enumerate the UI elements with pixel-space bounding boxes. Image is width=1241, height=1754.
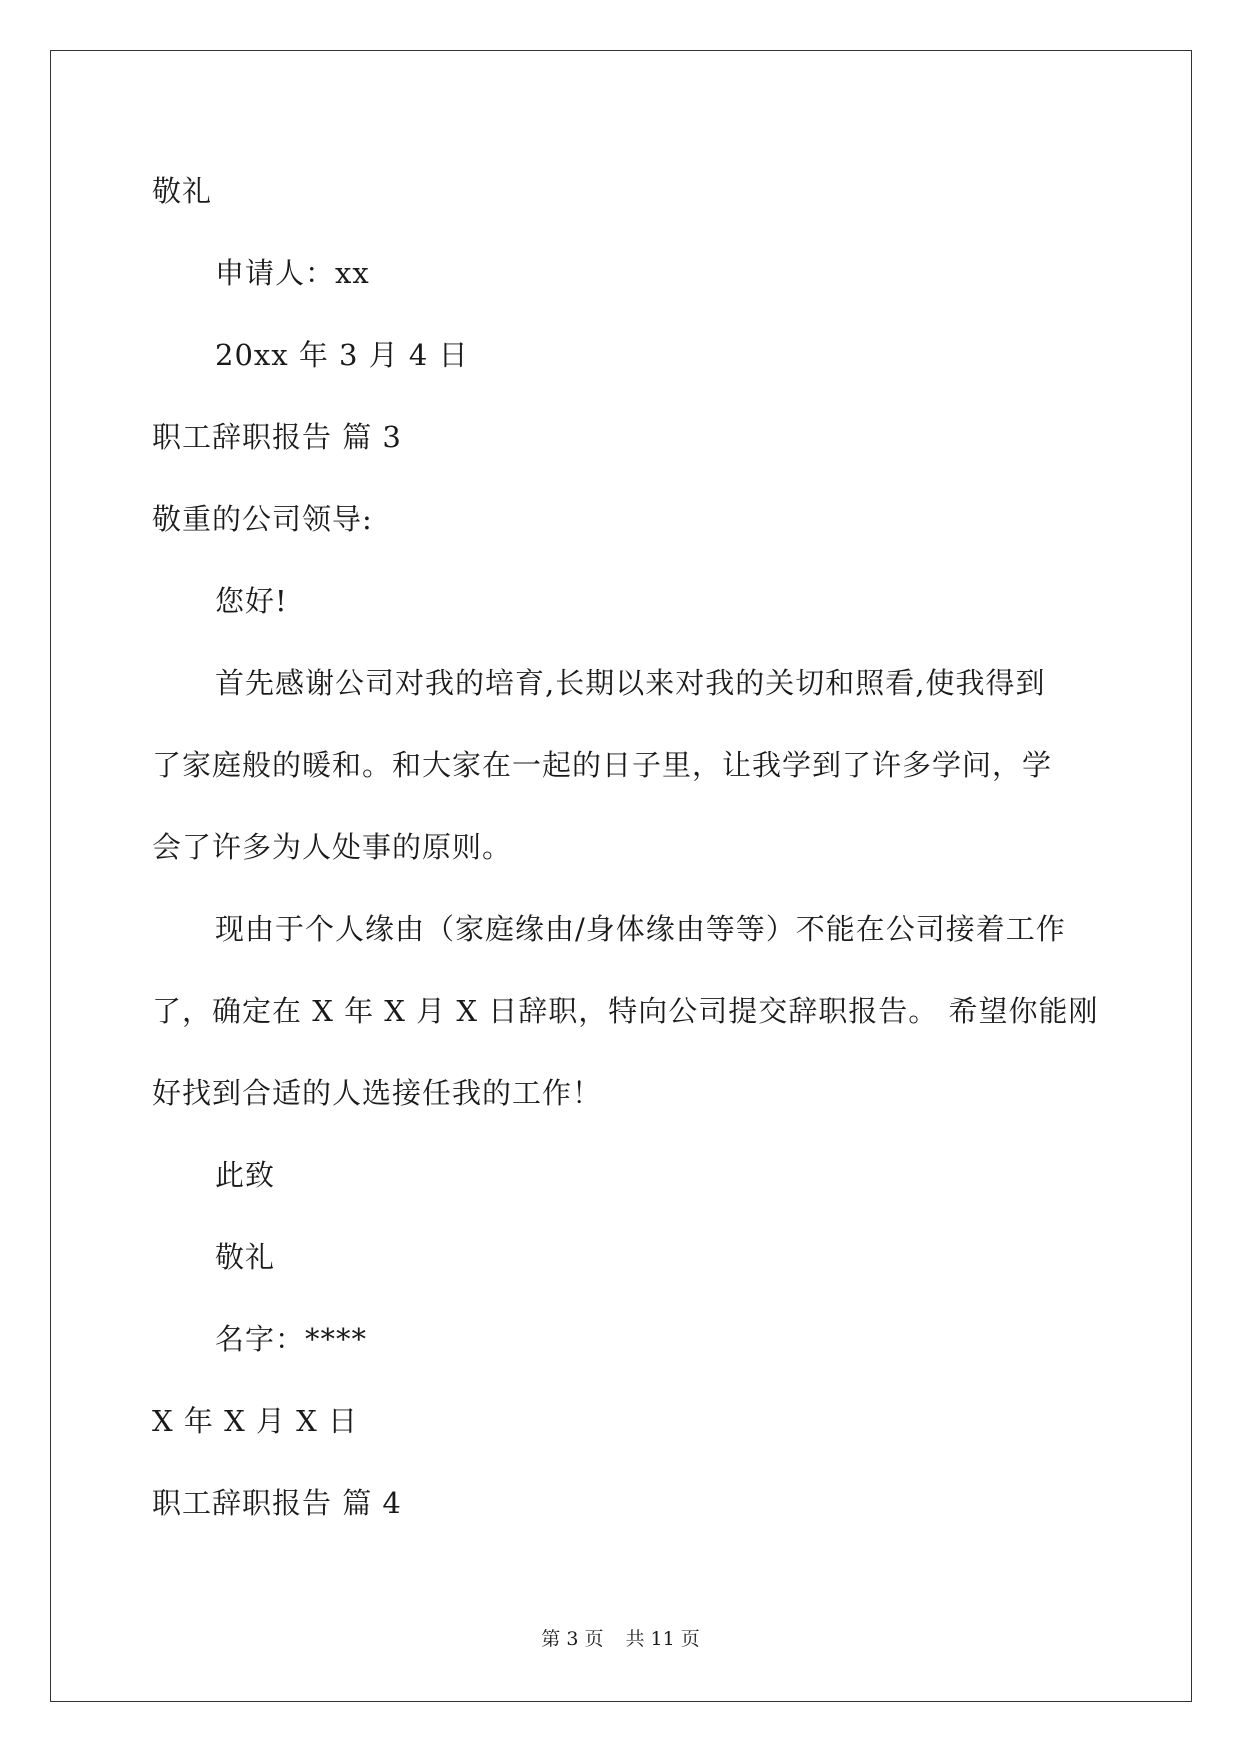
closing-phrase: 此致 [215,1158,276,1192]
page-footer [0,1627,1241,1651]
section-heading: 职工辞职报告 篇 3 [152,420,402,454]
salutation: 敬重的公司领导: [152,502,373,536]
body-paragraph-line: 好找到合适的人选接任我的工作！ [152,1076,603,1110]
date-line: X 年 X 月 X 日 [152,1404,359,1438]
page-count: 共 11 页 [625,1628,700,1650]
body-paragraph-line: 了家庭般的暖和。和大家在一起的日子里，让我学到了许多学问，学 [152,748,1053,782]
applicant-line: 申请人：xx [215,256,370,290]
section-heading: 职工辞职报告 篇 4 [152,1486,402,1520]
signature-name: 名字：**** [215,1322,368,1356]
body-paragraph-line: 了，确定在 X 年 X 月 X 日辞职，特向公司提交辞职报告。 希望你能刚 [152,994,1099,1028]
body-paragraph-line: 会了许多为人处事的原则。 [152,830,513,864]
body-paragraph-line: 首先感谢公司对我的培育,长期以来对我的关切和照看,使我得到 [215,666,1046,700]
page-number: 第 3 页 [541,1628,604,1650]
greeting: 您好! [215,584,288,618]
body-paragraph-line: 现由于个人缘由（家庭缘由/身体缘由等等）不能在公司接着工作 [215,912,1066,946]
closing-salute: 敬礼 [215,1240,276,1274]
date-line: 20xx 年 3 月 4 日 [215,338,469,372]
page-border [50,50,1192,1702]
closing-salute: 敬礼 [152,174,213,208]
